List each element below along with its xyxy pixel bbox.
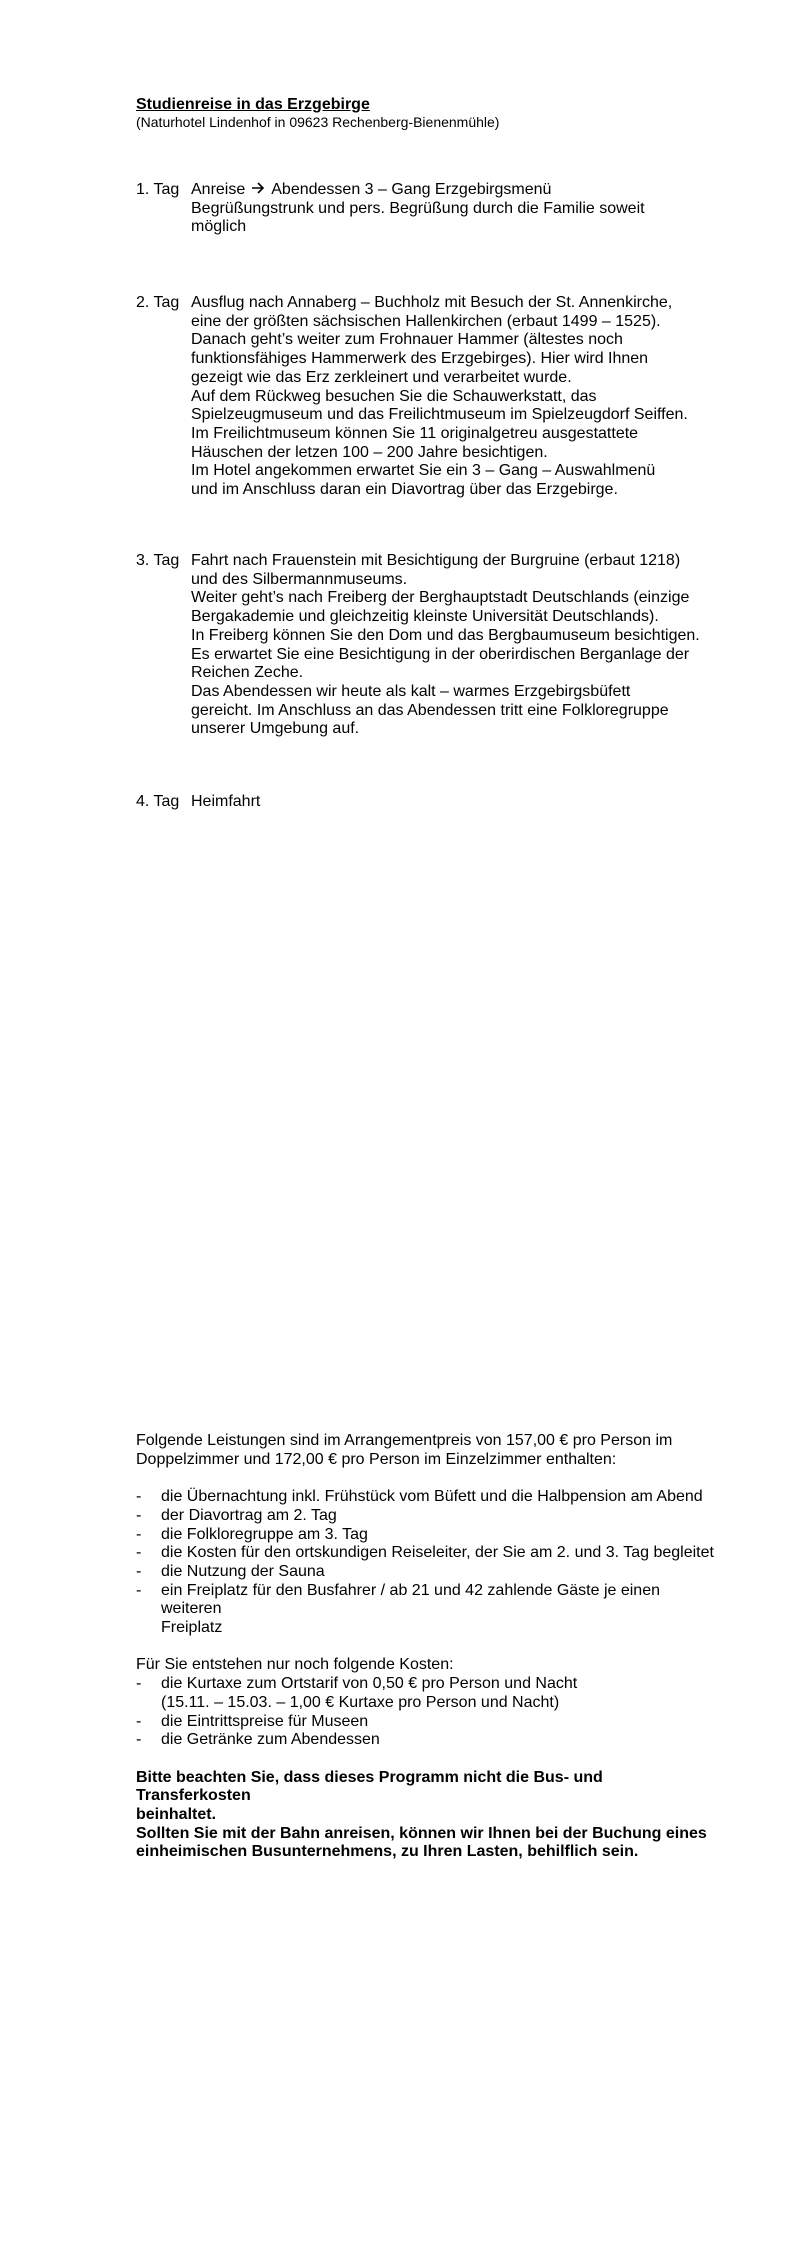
day-2-line: Ausflug nach Annaberg – Buchholz mit Besuch der St. Annenkirche, <box>191 294 673 311</box>
services-section <box>136 1432 716 1862</box>
day-2-line: Danach geht’s weiter zum Frohnauer Hammer (ältestes noch <box>191 331 623 349</box>
list-item-text: die Kosten für den ortskundigen Reiseleiter, der Sie am 2. und 3. Tag begleitet <box>161 1544 714 1562</box>
day-3-line: und des Silbermannmuseums. <box>191 570 408 588</box>
day-1-line-2: möglich <box>191 218 247 236</box>
day-3-text <box>191 552 711 739</box>
list-dash: - <box>136 1525 142 1543</box>
day-1-line-1: Begrüßungstrunk und pers. Begrüßung durch die Familie soweit <box>191 199 645 217</box>
list-item-text: Freiplatz <box>161 1619 223 1637</box>
arrow-right-icon <box>251 181 265 200</box>
list-item-text: der Diavortrag am 2. Tag <box>161 1506 337 1524</box>
list-item-text: die Folkloregruppe am 3. Tag <box>161 1525 368 1543</box>
day-2-line: funktionsfähiges Hammerwerk des Erzgebirges). Hier wird Ihnen <box>191 350 649 368</box>
document-subtitle: (Naturhotel Lindenhof in 09623 Rechenberg-Bienenmühle) <box>136 114 500 130</box>
day-3-line: In Freiberg können Sie den Dom und das Bergbaumuseum besichtigen. <box>191 626 700 644</box>
day-3-line: Das Abendessen wir heute als kalt – warmes Erzgebirgsbüfett <box>191 682 631 700</box>
list-item <box>136 1582 716 1638</box>
list-item <box>136 1731 716 1750</box>
day-2-line: Im Hotel angekommen erwartet Sie ein 3 – Gang – Auswahlmenü <box>191 462 656 480</box>
day-2-line: Auf dem Rückweg besuchen Sie die Schauwerkstatt, das <box>191 387 597 405</box>
list-item-text: die Übernachtung inkl. Frühstück vom Büfett und die Halbpension am Abend <box>161 1488 703 1506</box>
day-4-label: 4. Tag <box>136 793 180 810</box>
day-2-line: eine der größten sächsischen Hallenkirchen (erbaut 1499 – 1525). <box>191 312 661 330</box>
document-title: Studienreise in das Erzgebirge <box>136 96 370 113</box>
list-item <box>136 1675 716 1712</box>
list-item-text: die Eintrittspreise für Museen <box>161 1712 369 1730</box>
list-item-text: ein Freiplatz für den Busfahrer / ab 21 und 42 zahlende Gäste je einen weiteren <box>161 1581 660 1618</box>
notice-line: einheimischen Busunternehmens, zu Ihren Lasten, behilflich sein. <box>136 1843 639 1861</box>
day-2-line: Im Freilichtmuseum können Sie 11 originalgetreu ausgestattete <box>191 424 639 442</box>
notice-line: Sollten Sie mit der Bahn anreisen, können wir Ihnen bei der Buchung eines <box>136 1824 707 1842</box>
list-dash: - <box>136 1488 142 1506</box>
day-1-departure: Anreise <box>191 181 246 198</box>
day-3-line: Reichen Zeche. <box>191 664 304 682</box>
list-item-text: (15.11. – 15.03. – 1,00 € Kurtaxe pro Person und Nacht) <box>161 1693 560 1711</box>
list-item-text: die Kurtaxe zum Ortstarif von 0,50 € pro Person und Nacht <box>161 1675 578 1693</box>
services-intro-line: Doppelzimmer und 172,00 € pro Person im Einzelzimmer enthalten: <box>136 1450 617 1468</box>
list-item <box>136 1544 716 1563</box>
list-dash: - <box>136 1562 142 1580</box>
list-dash: - <box>136 1675 142 1693</box>
list-item <box>136 1563 716 1582</box>
extra-costs-intro: Für Sie entstehen nur noch folgende Kosten: <box>136 1656 454 1674</box>
included-services-list <box>136 1488 716 1638</box>
services-intro-line: Folgende Leistungen sind im Arrangementpreis von 157,00 € pro Person im <box>136 1432 673 1449</box>
day-3-line: Es erwartet Sie eine Besichtigung in der oberirdischen Berganlage der <box>191 645 690 663</box>
notice <box>136 1769 716 1863</box>
day-1-text <box>191 181 711 237</box>
list-item <box>136 1713 716 1732</box>
list-item <box>136 1488 716 1507</box>
list-item <box>136 1507 716 1526</box>
list-item <box>136 1526 716 1545</box>
day-2-line: und im Anschluss daran ein Diavortrag über das Erzgebirge. <box>191 481 618 499</box>
day-3-line: Fahrt nach Frauenstein mit Besichtigung der Burgruine (erbaut 1218) <box>191 552 681 569</box>
list-item-text: die Nutzung der Sauna <box>161 1562 325 1580</box>
day-4-text <box>191 793 711 812</box>
list-dash: - <box>136 1712 142 1730</box>
day-1-dinner: Abendessen 3 – Gang Erzgebirgsmenü <box>271 181 552 198</box>
list-dash: - <box>136 1731 142 1749</box>
extra-costs-list <box>136 1675 716 1750</box>
day-1-line-0 <box>191 181 711 200</box>
document-header <box>136 95 736 131</box>
day-4-line: Heimfahrt <box>191 793 261 810</box>
day-2-label: 2. Tag <box>136 294 180 311</box>
list-dash: - <box>136 1506 142 1524</box>
day-2-line: Spielzeugmuseum und das Freilichtmuseum im Spielzeugdorf Seiffen. <box>191 406 688 424</box>
day-3-label: 3. Tag <box>136 552 180 569</box>
day-2-text <box>191 294 711 500</box>
day-1-label: 1. Tag <box>136 181 180 198</box>
day-2-line: gezeigt wie das Erz zerkleinert und verarbeitet wurde. <box>191 368 572 386</box>
day-3-line: Bergakademie und gleichzeitig kleinste Universität Deutschlands). <box>191 608 659 626</box>
list-item-text: die Getränke zum Abendessen <box>161 1731 380 1749</box>
list-dash: - <box>136 1544 142 1562</box>
day-3-line: gereicht. Im Anschluss an das Abendessen tritt eine Folkloregruppe <box>191 701 669 719</box>
day-3-line: Weiter geht’s nach Freiberg der Berghauptstadt Deutschlands (einzige <box>191 589 690 607</box>
day-3-line: unserer Umgebung auf. <box>191 720 360 738</box>
list-dash: - <box>136 1581 142 1599</box>
notice-line: Bitte beachten Sie, dass dieses Programm nicht die Bus- und Transferkosten <box>136 1768 603 1805</box>
day-2-line: Häuschen der letzen 100 – 200 Jahre besichtigen. <box>191 443 548 461</box>
notice-line: beinhaltet. <box>136 1806 217 1824</box>
